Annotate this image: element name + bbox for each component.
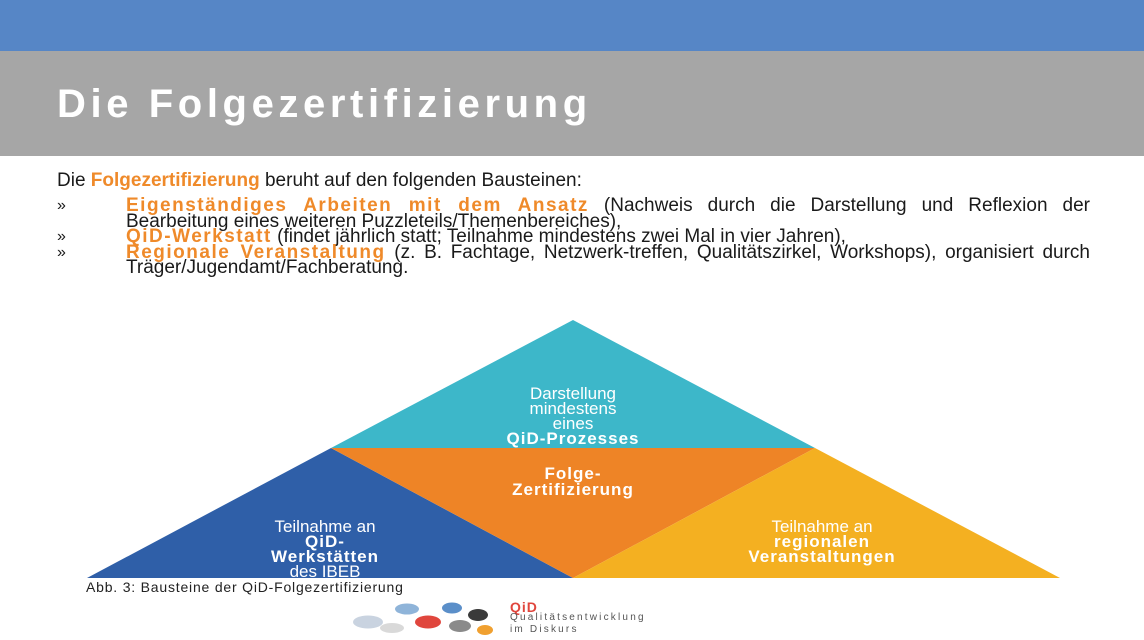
logo-dot: [395, 604, 419, 615]
pyramid-left-line: Teilnahme an: [274, 517, 376, 536]
logo-name: QiD: [510, 599, 538, 615]
bullet-marker: »: [57, 197, 66, 214]
pyramid-left-line: des IBEB: [289, 562, 361, 581]
logo-dot: [380, 623, 404, 633]
bullet-marker: »: [57, 243, 66, 261]
pyramid-left-label: [175, 519, 475, 579]
pyramid-right-line: regionalen: [774, 532, 870, 551]
pyramid-right-label: [672, 519, 972, 564]
intro-highlight: Folgezertifizierung: [90, 170, 260, 191]
pyramid-center-label: [423, 466, 723, 498]
bullet-heading: QiD-Werkstatt: [126, 226, 272, 247]
logo-dot: [477, 625, 493, 635]
logo-dot: [468, 609, 488, 621]
logo-dot: [353, 616, 383, 629]
intro-before: Die: [57, 170, 91, 191]
pyramid-top-line: mindestens: [529, 399, 617, 418]
logo-subtitle: Qualitätsentwicklung: [510, 612, 646, 623]
pyramid-center-line: Zertifizierung: [512, 480, 634, 499]
pyramid-left-line: Werkstätten: [271, 547, 379, 566]
bullet-text: (z. B. Fachtage, Netzwerk-treffen, Qualitätszirkel, Workshops), organisiert durch Träger/Jugendamt/Fachberatung.: [126, 241, 1090, 278]
bullet-text: (findet jährlich statt; Teilnahme mindestens zwei Mal in vier Jahren),: [271, 226, 846, 247]
logo-dot: [442, 603, 462, 614]
bullet-heading: Eigenständiges Arbeiten mit dem Ansatz: [126, 195, 589, 216]
page-title: Die Folgezertifizierung: [57, 82, 592, 126]
figure-caption: Abb. 3: Bausteine der QiD-Folgezertifizierung: [86, 579, 404, 595]
bullet-marker: »: [57, 228, 66, 245]
logo-dots: [353, 603, 493, 636]
intro-after: beruht auf den folgenden Bausteinen:: [259, 170, 582, 191]
pyramid-top-label: [423, 386, 723, 446]
bullet-heading: Regionale Veranstaltung: [126, 241, 386, 263]
bullet-text: (Nachweis durch die Darstellung und Reflexion der Bearbeitung eines weiteren Puzzleteils/Themenbereiches),: [126, 195, 1090, 232]
pyramid-right-line: Teilnahme an: [771, 517, 873, 536]
pyramid-right-line: Veranstaltungen: [748, 547, 896, 566]
pyramid-center-line: Folge-: [544, 464, 602, 483]
logo-dot: [449, 620, 471, 632]
pyramid-top-line: Darstellung: [530, 384, 616, 403]
logo-dot: [415, 616, 441, 629]
pyramid-top-line: eines: [552, 414, 594, 433]
logo-subtitle: im Diskurs: [510, 624, 579, 635]
pyramid-top-line: QiD-Prozesses: [506, 429, 640, 448]
pyramid-left-line: QiD-: [305, 532, 345, 551]
